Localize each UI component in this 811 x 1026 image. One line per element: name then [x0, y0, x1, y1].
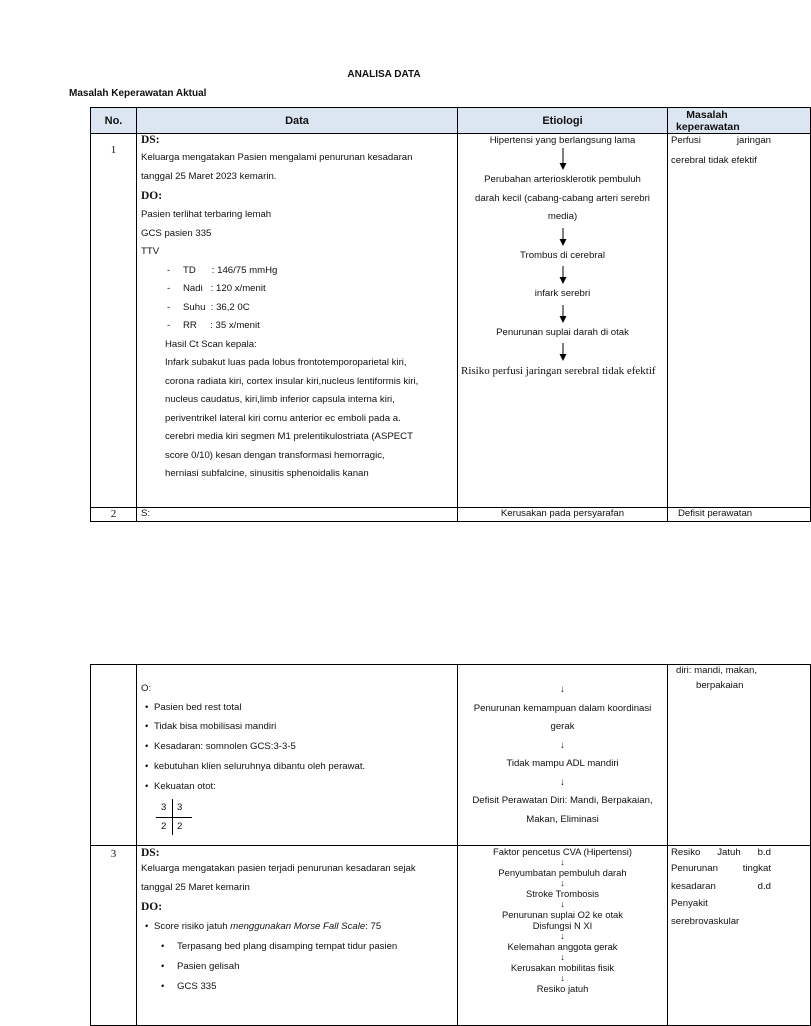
o-item-text: Kekuatan otot:	[154, 781, 216, 792]
etiologi-cell: Kerusakan pada persyarafan	[458, 508, 668, 522]
ct-line: nucleus caudatus, kiri,limb inferior capsula interna kiri,	[165, 394, 395, 405]
masalah-line	[671, 860, 771, 878]
etiologi-step: Kerusakan mobilitas fisik	[510, 962, 615, 973]
strength-value: 3	[177, 802, 183, 813]
o-item-text: Kesadaran: somnolen GCS:3-3-5	[154, 741, 296, 752]
etiologi-step: Resiko jatuh	[536, 983, 589, 994]
do-item-post: : 75	[365, 921, 382, 932]
header-masalah	[668, 108, 811, 134]
vital-rr: - RR : 35 x/menit	[167, 320, 260, 331]
etiologi-step: Defisit Perawatan Diri: Mandi, Berpakaian,	[472, 795, 653, 806]
vital-nadi: - Nadi : 120 x/menit	[167, 283, 266, 294]
row-number-empty	[91, 665, 137, 846]
ds-line: tanggal 25 Maret kemarin	[141, 881, 250, 893]
o-item-text: kebutuhan klien seluruhnya dibantu oleh perawat.	[154, 761, 366, 772]
analysis-table-1	[90, 107, 811, 522]
ct-line: cerebri media kiri segmen M1 prelentikulostriata (ASPECT	[165, 431, 413, 442]
vital-suhu: - Suhu : 36,2 0C	[167, 301, 250, 313]
table-row	[91, 134, 811, 508]
ds-line: tanggal 25 Maret 2023 kemarin.	[141, 170, 277, 182]
arrow-down-icon: ↓	[560, 878, 565, 888]
vital-td: - TD : 146/75 mmHg	[167, 264, 278, 276]
arrow-down-icon: ↓	[560, 684, 565, 695]
etiologi-step: gerak	[550, 721, 575, 732]
table-row	[91, 665, 811, 846]
o-item-text: Tidak bisa mobilisasi mandiri	[154, 721, 277, 732]
arrow-down-icon	[458, 304, 667, 324]
vital-td-text: TD : 146/75 mmHg	[183, 264, 278, 276]
masalah-line: cerebral tidak efektif	[671, 155, 757, 166]
arrow-down-icon	[458, 265, 667, 285]
row-number: 1	[91, 134, 137, 508]
masalah-word: d.d	[757, 880, 771, 892]
etiologi-step: Penurunan suplai darah di otak	[496, 326, 629, 338]
table-row	[91, 508, 811, 522]
ds-label: DS:	[141, 847, 160, 859]
etiologi-step: darah kecil (cabang-cabang arteri serebri	[475, 192, 650, 204]
ct-line: periventrikel lateral kiri cornu anterior ec emboli pada a.	[165, 412, 401, 424]
masalah-line	[671, 134, 771, 147]
o-item: • Kesadaran: somnolen GCS:3-3-5	[145, 741, 296, 752]
do-subitem-text: GCS 335	[177, 981, 217, 992]
do-label: DO:	[141, 901, 163, 913]
ct-line: herniasi subfalcine, sinusitis sphenoidalis kanan	[165, 468, 369, 479]
o-item: • Pasien bed rest total	[145, 701, 242, 713]
ct-line: score 0/10) kesan dengan transformasi hemorragic,	[165, 449, 385, 461]
masalah-word: jaringan	[736, 135, 771, 146]
masalah-word: Penurunan	[671, 863, 718, 874]
arrow-down-icon: ↓	[560, 776, 565, 788]
vital-rr-text: RR : 35 x/menit	[183, 320, 260, 331]
etiologi-step: Penurunan kemampuan dalam koordinasi	[473, 702, 652, 714]
masalah-word: b.d	[757, 847, 771, 858]
page-title: ANALISA DATA	[347, 69, 421, 80]
masalah-line	[671, 846, 771, 860]
data-cell	[137, 665, 458, 846]
muscle-strength-grid	[156, 799, 192, 835]
do-subitem: • Terpasang bed plang disamping tempat tidur pasien	[161, 941, 398, 952]
ds-line: Keluarga mengatakan pasien terjadi penurunan kesadaran sejak	[141, 863, 416, 874]
o-item: • Tidak bisa mobilisasi mandiri	[145, 721, 277, 732]
o-label: O:	[141, 683, 152, 694]
masalah-cell: Defisit perawatan	[668, 508, 811, 522]
etiologi-step: Tidak mampu ADL mandiri	[506, 758, 619, 769]
etiologi-step: Trombus di cerebral	[520, 249, 605, 261]
arrow-down-icon: ↓	[560, 973, 565, 983]
table-header-row	[91, 108, 811, 134]
header-masalah-label: Masalah keperawatan	[676, 108, 740, 133]
do-subitem-text: Terpasang bed plang disamping tempat tidur pasien	[177, 941, 398, 952]
header-no: No.	[91, 108, 137, 134]
masalah-word: Resiko	[671, 847, 701, 858]
etiologi-step: Disfungsi N XI	[532, 920, 593, 931]
arrow-down-icon: ↓	[560, 899, 565, 909]
vital-nadi-text: Nadi : 120 x/menit	[183, 283, 266, 294]
masalah-word: kesadaran	[671, 880, 716, 892]
arrow-down-icon: ↓	[560, 739, 565, 751]
do-item-pre: Score risiko jatuh	[154, 921, 231, 932]
header-etiologi: Etiologi	[458, 108, 668, 134]
o-item: • Kekuatan otot:	[145, 781, 216, 792]
strength-value: 2	[177, 821, 183, 832]
masalah-cell	[668, 134, 811, 508]
do-subitem-text: Pasien gelisah	[177, 961, 240, 972]
etiologi-step: Faktor pencetus CVA (Hipertensi)	[493, 846, 632, 857]
section-subtitle: Masalah Keperawatan Aktual	[69, 88, 207, 99]
arrow-down-icon: ↓	[560, 857, 565, 867]
ds-label: DS:	[141, 134, 160, 146]
arrow-down-icon	[458, 227, 667, 247]
masalah-word: Perfusi	[671, 135, 701, 146]
do-subitem: • Pasien gelisah	[161, 961, 240, 972]
data-cell: S:	[137, 508, 458, 522]
etiologi-step: media)	[547, 211, 578, 222]
masalah-line: serebrovaskular	[671, 915, 740, 927]
ct-line: corona radiata kiri, cortex insular kiri,nucleus lentiformis kiri,	[165, 375, 419, 387]
arrow-down-icon: ↓	[560, 952, 565, 962]
analysis-table-2	[90, 664, 811, 1026]
do-line: Pasien terlihat terbaring lemah	[141, 209, 272, 220]
etiologi-step: Kelemahan anggota gerak	[507, 941, 618, 952]
etiologi-step: Stroke Trombosis	[526, 888, 599, 899]
etiologi-step: infark serebri	[534, 288, 591, 299]
etiologi-step: Penurunan suplai O2 ke otak	[502, 909, 623, 920]
etiologi-result: Risiko perfusi jaringan serebral tidak efektif	[461, 365, 656, 377]
etiologi-step: Perubahan arteriosklerotik pembuluh	[484, 174, 641, 185]
masalah-line: berpakaian	[696, 680, 744, 691]
etiologi-step: Makan, Eliminasi	[526, 813, 599, 825]
row-number: 3	[91, 846, 137, 1026]
do-item-em: menggunakan Morse Fall Scale	[230, 921, 366, 932]
strength-value: 3	[161, 802, 167, 813]
masalah-cell	[668, 846, 811, 1026]
grid-hline	[156, 817, 192, 818]
etiologi-step: Hipertensi yang berlangsung lama	[489, 135, 636, 146]
o-item: • kebutuhan klien seluruhnya dibantu oleh perawat.	[145, 761, 366, 772]
table-row	[91, 846, 811, 1026]
vital-suhu-text: Suhu : 36,2 0C	[183, 301, 250, 313]
o-item-text: Pasien bed rest total	[154, 701, 242, 713]
ct-scan-block	[141, 336, 453, 484]
masalah-line	[671, 878, 771, 896]
masalah-cell	[668, 665, 811, 846]
etiologi-cell	[458, 665, 668, 846]
data-cell	[137, 134, 458, 508]
etiologi-cell	[458, 846, 668, 1026]
do-line: TTV	[141, 246, 160, 257]
arrow-down-icon: ↓	[560, 931, 565, 941]
do-subitem: • GCS 335	[161, 981, 217, 992]
etiologi-step: Penyumbatan pembuluh darah	[498, 867, 627, 878]
etiologi-cell	[458, 134, 668, 508]
ct-line: Hasil Ct Scan kepala:	[165, 338, 257, 350]
header-data: Data	[137, 108, 458, 134]
row-number: 2	[91, 508, 137, 522]
ds-line: Keluarga mengatakan Pasien mengalami penurunan kesadaran	[141, 152, 413, 163]
masalah-word: tingkat	[742, 863, 771, 874]
strength-value: 2	[161, 821, 167, 832]
do-item: • Score risiko jatuh menggunakan Morse Fall Scale: 75	[145, 921, 382, 932]
data-cell	[137, 846, 458, 1026]
do-label: DO:	[141, 190, 163, 202]
do-line: GCS pasien 335	[141, 227, 212, 239]
masalah-line: diri: mandi, makan,	[676, 665, 758, 676]
masalah-word: Jatuh	[717, 847, 741, 858]
masalah-line: Penyakit	[671, 898, 708, 909]
ct-line: Infark subakut luas pada lobus frontotemporoparietal kiri,	[165, 357, 407, 368]
arrow-down-icon	[458, 147, 667, 171]
arrow-down-icon	[458, 342, 667, 362]
